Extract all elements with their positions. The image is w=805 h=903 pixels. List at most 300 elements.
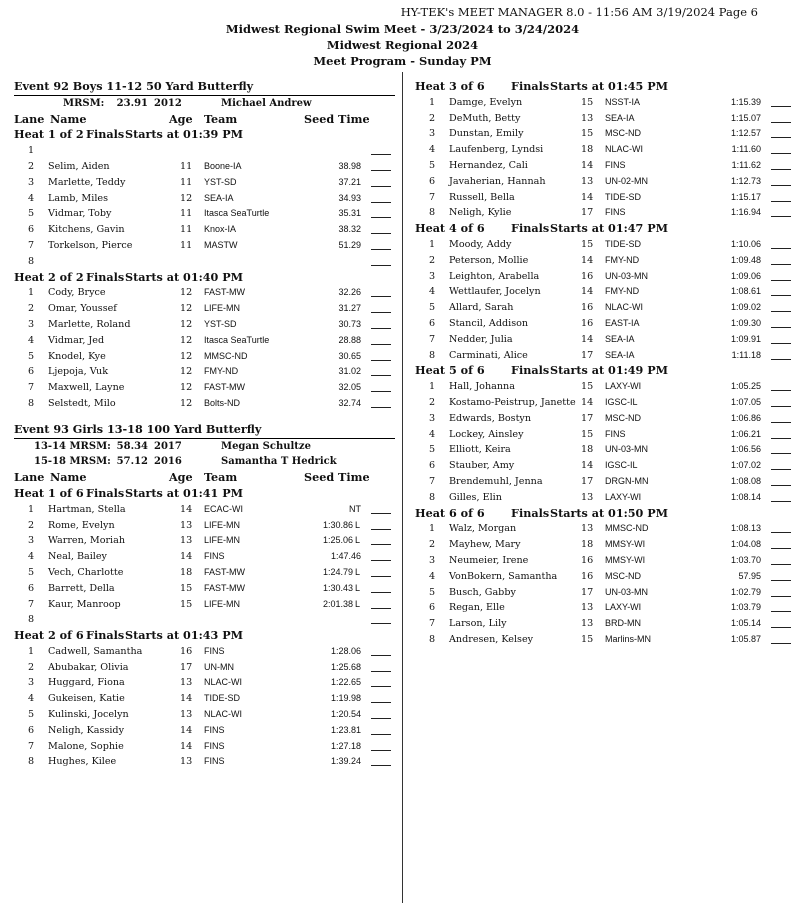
seed-time: 1:07.02 bbox=[730, 460, 761, 471]
lane-number: 5 bbox=[27, 208, 35, 220]
swimmer-age: 16 bbox=[581, 554, 594, 566]
col-lane: Lane bbox=[14, 111, 45, 126]
col-age: Age bbox=[169, 111, 193, 126]
heat-label: Heat 6 of 6 bbox=[415, 505, 485, 520]
swimmer-name: Peterson, Mollie bbox=[449, 254, 529, 266]
swimmer-team: LIFE-MN bbox=[204, 303, 240, 314]
swimmer-name: Busch, Gabby bbox=[449, 586, 516, 598]
entry-blank bbox=[371, 344, 391, 345]
seed-time: 35.31 bbox=[338, 208, 361, 219]
right-column bbox=[415, 79, 791, 648]
record-time: 57.12 bbox=[116, 456, 148, 468]
swimmer-row bbox=[415, 379, 791, 395]
swimmer-age: 15 bbox=[581, 238, 594, 250]
swimmer-age: 15 bbox=[581, 128, 594, 140]
swimmer-age: 17 bbox=[581, 349, 594, 361]
entry-blank bbox=[371, 186, 391, 187]
lane-number: 6 bbox=[428, 175, 436, 187]
lane-number: 4 bbox=[428, 286, 436, 298]
swimmer-team: FAST-MW bbox=[204, 287, 245, 298]
lane-number: 8 bbox=[27, 397, 35, 409]
seed-time: 1:28.06 bbox=[330, 645, 361, 656]
swimmer-team: LIFE-MN bbox=[204, 519, 240, 530]
entry-blank bbox=[371, 265, 391, 266]
entry-blank bbox=[771, 501, 791, 502]
swimmer-age: 14 bbox=[581, 460, 594, 472]
heat-starts: Starts at 01:47 PM bbox=[550, 221, 669, 236]
swimmer-age: 12 bbox=[180, 366, 193, 378]
swimmer-row bbox=[415, 600, 791, 616]
swimmer-name: Hernandez, Cali bbox=[449, 159, 528, 171]
swimmer-row bbox=[14, 238, 395, 254]
entry-blank bbox=[771, 106, 791, 107]
swimmer-age: 13 bbox=[180, 535, 193, 547]
event-title: Event 93 Girls 13-18 100 Yard Butterfly bbox=[14, 422, 395, 439]
swimmer-name: Omar, Youssef bbox=[48, 303, 117, 315]
record-year: 2017 bbox=[154, 440, 182, 452]
entry-blank bbox=[771, 532, 791, 533]
swimmer-team: FAST-MW bbox=[204, 382, 245, 393]
seed-time: 1:15.07 bbox=[730, 112, 761, 123]
entry-blank bbox=[771, 422, 791, 423]
swimmer-team: FMY-ND bbox=[605, 254, 640, 265]
swimmer-row bbox=[415, 521, 791, 537]
lane-number: 8 bbox=[27, 614, 35, 626]
heat-header bbox=[14, 127, 395, 143]
course-flag: L bbox=[354, 535, 360, 546]
swimmer-name: Ljepoja, Vuk bbox=[48, 366, 109, 378]
record-label: MRSM: bbox=[63, 97, 105, 109]
heat-label: Heat 1 of 6 bbox=[14, 485, 84, 500]
lane-number: 6 bbox=[428, 460, 436, 472]
entry-blank bbox=[771, 264, 791, 265]
swimmer-team: MMSC-ND bbox=[605, 523, 649, 534]
swimmer-age: 17 bbox=[581, 586, 594, 598]
swimmer-team: UN-MN bbox=[204, 661, 234, 672]
lane-number: 2 bbox=[428, 254, 436, 266]
heat-finals: Finals bbox=[86, 269, 125, 284]
entry-blank bbox=[771, 295, 791, 296]
seed-time: 1:07.05 bbox=[730, 396, 761, 407]
heat-header bbox=[415, 506, 791, 522]
software-stamp: HY-TEK's MEET MANAGER 8.0 - 11:56 AM 3/19/2024 Page 6 bbox=[400, 5, 758, 19]
swimmer-name: Larson, Lily bbox=[449, 618, 507, 630]
swimmer-row bbox=[415, 269, 791, 285]
seed-time: 1:22.65 bbox=[330, 677, 361, 688]
swimmer-name: Lamb, Miles bbox=[48, 192, 108, 204]
swimmer-row bbox=[14, 143, 395, 159]
swimmer-name: Abubakar, Olivia bbox=[48, 661, 129, 673]
swimmer-team: YST-SD bbox=[204, 318, 237, 329]
entry-blank bbox=[371, 529, 391, 530]
swimmer-age: 14 bbox=[180, 693, 193, 705]
col-team: Team bbox=[204, 470, 238, 485]
seed-time: 57.95 bbox=[738, 570, 761, 581]
entry-blank bbox=[371, 765, 391, 766]
seed-time: 1:08.08 bbox=[730, 475, 761, 486]
swimmer-team: FINS bbox=[204, 724, 225, 735]
lane-number: 2 bbox=[428, 112, 436, 124]
seed-time: 1:23.81 bbox=[330, 724, 361, 735]
swimmer-name: Selstedt, Milo bbox=[48, 397, 116, 409]
seed-time: 28.88 bbox=[338, 334, 361, 345]
swimmer-row bbox=[14, 612, 395, 628]
swimmer-name: Kostamo-Peistrup, Janette bbox=[449, 396, 576, 408]
swimmer-row bbox=[415, 585, 791, 601]
column-headers bbox=[14, 470, 395, 486]
lane-number: 8 bbox=[428, 349, 436, 361]
swimmer-row bbox=[14, 502, 395, 518]
swimmer-age: 11 bbox=[180, 239, 193, 251]
swimmer-name: Moody, Addy bbox=[449, 238, 512, 250]
swimmer-team: FMY-ND bbox=[605, 286, 640, 297]
meet-record bbox=[14, 439, 395, 455]
col-seed: Seed Time bbox=[304, 111, 370, 126]
entry-blank bbox=[771, 359, 791, 360]
swimmer-team: ECAC-WI bbox=[204, 503, 243, 514]
swimmer-name: Walz, Morgan bbox=[449, 523, 517, 535]
swimmer-name: DeMuth, Betty bbox=[449, 112, 521, 124]
seed-time: 1:30.43 bbox=[322, 582, 353, 593]
lane-number: 4 bbox=[27, 334, 35, 346]
entry-blank bbox=[371, 360, 391, 361]
swimmer-name: Kitchens, Gavin bbox=[48, 224, 125, 236]
swimmer-age: 17 bbox=[180, 661, 193, 673]
swimmer-age: 16 bbox=[581, 317, 594, 329]
entry-blank bbox=[771, 438, 791, 439]
entry-blank bbox=[371, 655, 391, 656]
swimmer-team: LIFE-MN bbox=[204, 535, 240, 546]
heat-starts: Starts at 01:43 PM bbox=[125, 628, 244, 643]
swimmer-name: Huggard, Fiona bbox=[48, 677, 125, 689]
swimmer-age: 13 bbox=[180, 756, 193, 768]
seed-time: 37.21 bbox=[338, 176, 361, 187]
heat-header bbox=[415, 363, 791, 379]
lane-number: 3 bbox=[27, 535, 35, 547]
swimmer-name: Knodel, Kye bbox=[48, 350, 106, 362]
swimmer-team: BRD-MN bbox=[605, 618, 641, 629]
lane-number: 8 bbox=[27, 756, 35, 768]
swimmer-team: Bolts-ND bbox=[204, 397, 241, 408]
swimmer-row bbox=[415, 253, 791, 269]
seed-time: 30.65 bbox=[338, 350, 361, 361]
lane-number: 1 bbox=[428, 523, 436, 535]
swimmer-team: FINS bbox=[605, 159, 626, 170]
swimmer-age: 17 bbox=[581, 475, 594, 487]
swimmer-row bbox=[415, 300, 791, 316]
swimmer-name: Kaur, Manroop bbox=[48, 598, 121, 610]
swimmer-team: IGSC-IL bbox=[605, 396, 638, 407]
entry-blank bbox=[771, 311, 791, 312]
entry-blank bbox=[771, 469, 791, 470]
swimmer-name: Javaherian, Hannah bbox=[449, 175, 546, 187]
swimmer-row bbox=[14, 301, 395, 317]
lane-number: 3 bbox=[428, 270, 436, 282]
swimmer-row bbox=[415, 427, 791, 443]
heat-label: Heat 1 of 2 bbox=[14, 127, 84, 142]
swimmer-age: 15 bbox=[581, 633, 594, 645]
swimmer-row bbox=[14, 533, 395, 549]
swimmer-row bbox=[415, 395, 791, 411]
swimmer-row bbox=[415, 174, 791, 190]
heat-starts: Starts at 01:49 PM bbox=[550, 363, 669, 378]
entry-blank bbox=[771, 627, 791, 628]
lane-number: 3 bbox=[27, 318, 35, 330]
swimmer-name: Leighton, Arabella bbox=[449, 270, 540, 282]
record-time: 58.34 bbox=[116, 440, 148, 452]
entry-blank bbox=[771, 343, 791, 344]
swimmer-row bbox=[14, 254, 395, 270]
seed-time: NT bbox=[349, 503, 361, 514]
swimmer-team: FINS bbox=[204, 756, 225, 767]
swimmer-age: 11 bbox=[180, 208, 193, 220]
swimmer-name: Elliott, Keira bbox=[449, 444, 511, 456]
lane-number: 8 bbox=[27, 255, 35, 267]
seed-time: 1:11.60 bbox=[731, 144, 761, 155]
seed-time: 1:06.56 bbox=[730, 444, 761, 455]
heat-starts: Starts at 01:45 PM bbox=[550, 79, 669, 93]
swimmer-age: 18 bbox=[581, 539, 594, 551]
lane-number: 8 bbox=[428, 207, 436, 219]
swimmer-age: 16 bbox=[581, 270, 594, 282]
entry-blank bbox=[371, 576, 391, 577]
swimmer-row bbox=[14, 380, 395, 396]
entry-blank bbox=[371, 750, 391, 751]
swimmer-name: Maxwell, Layne bbox=[48, 382, 125, 394]
lane-number: 2 bbox=[428, 396, 436, 408]
swimmer-row bbox=[14, 565, 395, 581]
swimmer-name: Russell, Bella bbox=[449, 191, 515, 203]
seed-time: 1:03.79 bbox=[730, 602, 761, 613]
swimmer-age: 13 bbox=[180, 519, 193, 531]
lane-number: 2 bbox=[27, 303, 35, 315]
swimmer-team: IGSC-IL bbox=[605, 460, 638, 471]
entry-blank bbox=[371, 170, 391, 171]
swimmer-row bbox=[14, 644, 395, 660]
swimmer-team: Itasca SeaTurtle bbox=[204, 208, 270, 219]
swimmer-name: Mayhew, Mary bbox=[449, 539, 521, 551]
swimmer-name: Vech, Charlotte bbox=[48, 566, 124, 578]
swimmer-age: 17 bbox=[581, 207, 594, 219]
swimmer-team: Marlins-MN bbox=[605, 633, 651, 644]
swimmer-row bbox=[14, 175, 395, 191]
entry-blank bbox=[771, 643, 791, 644]
swimmer-age: 18 bbox=[180, 566, 193, 578]
record-holder: Michael Andrew bbox=[221, 97, 312, 109]
lane-number: 7 bbox=[27, 740, 35, 752]
seed-time: 31.02 bbox=[338, 366, 361, 377]
seed-time: 2:01.38 bbox=[322, 598, 353, 609]
entry-blank bbox=[771, 485, 791, 486]
heat-label: Heat 5 of 6 bbox=[415, 363, 485, 378]
lane-number: 4 bbox=[428, 428, 436, 440]
swimmer-team: UN-03-MN bbox=[605, 586, 649, 597]
swimmer-row bbox=[14, 723, 395, 739]
lane-number: 2 bbox=[27, 661, 35, 673]
swimmer-team: MSC-ND bbox=[605, 128, 641, 139]
lane-number: 4 bbox=[27, 192, 35, 204]
swimmer-team: SEA-IA bbox=[204, 192, 234, 203]
entry-blank bbox=[771, 611, 791, 612]
entry-blank bbox=[771, 548, 791, 549]
swimmer-row bbox=[14, 317, 395, 333]
swimmer-name: Neligh, Kylie bbox=[449, 207, 512, 219]
swimmer-age: 14 bbox=[581, 159, 594, 171]
seed-time: 1:09.91 bbox=[730, 333, 761, 344]
heat-header bbox=[415, 79, 791, 95]
swimmer-name: Barrett, Della bbox=[48, 582, 115, 594]
swimmer-row bbox=[415, 237, 791, 253]
swimmer-age: 12 bbox=[180, 334, 193, 346]
seed-time: 1:24.79 bbox=[322, 566, 353, 577]
swimmer-row bbox=[415, 442, 791, 458]
lane-number: 3 bbox=[428, 412, 436, 424]
swimmer-name: Warren, Moriah bbox=[48, 535, 126, 547]
lane-number: 6 bbox=[27, 366, 35, 378]
lane-number: 4 bbox=[27, 551, 35, 563]
lane-number: 3 bbox=[27, 677, 35, 689]
entry-blank bbox=[771, 327, 791, 328]
seed-time: 31.27 bbox=[338, 303, 361, 314]
swimmer-age: 15 bbox=[581, 381, 594, 393]
lane-number: 6 bbox=[428, 602, 436, 614]
swimmer-age: 18 bbox=[581, 144, 594, 156]
swimmer-age: 15 bbox=[581, 96, 594, 108]
lane-number: 7 bbox=[27, 239, 35, 251]
swimmer-age: 12 bbox=[180, 350, 193, 362]
entry-blank bbox=[371, 702, 391, 703]
swimmer-row bbox=[14, 349, 395, 365]
swimmer-row bbox=[415, 95, 791, 111]
seed-time: 1:19.98 bbox=[330, 693, 361, 704]
col-team: Team bbox=[204, 111, 238, 126]
lane-number: 1 bbox=[27, 145, 35, 157]
entry-blank bbox=[771, 216, 791, 217]
entry-blank bbox=[771, 406, 791, 407]
swimmer-team: DRGN-MN bbox=[605, 475, 649, 486]
heat-header bbox=[14, 486, 395, 502]
lane-number: 7 bbox=[27, 598, 35, 610]
swimmer-team: NLAC-WI bbox=[204, 677, 242, 688]
swimmer-name: Marlette, Roland bbox=[48, 318, 131, 330]
swimmer-age: 12 bbox=[180, 382, 193, 394]
seed-time: 38.32 bbox=[338, 224, 361, 235]
swimmer-age: 14 bbox=[180, 503, 193, 515]
swimmer-name: Cadwell, Samantha bbox=[48, 645, 143, 657]
entry-blank bbox=[371, 592, 391, 593]
swimmer-row bbox=[415, 158, 791, 174]
seed-time: 32.05 bbox=[338, 382, 361, 393]
seed-time: 30.73 bbox=[338, 318, 361, 329]
swimmer-row bbox=[14, 581, 395, 597]
swimmer-name: Allard, Sarah bbox=[449, 302, 514, 314]
swimmer-age: 11 bbox=[180, 224, 193, 236]
swimmer-name: Neal, Bailey bbox=[48, 551, 107, 563]
heat-finals: Finals bbox=[86, 127, 125, 142]
swimmer-age: 14 bbox=[180, 551, 193, 563]
swimmer-row bbox=[415, 411, 791, 427]
swimmer-name: Gilles, Elin bbox=[449, 491, 502, 503]
lane-number: 5 bbox=[428, 159, 436, 171]
heat-starts: Starts at 01:40 PM bbox=[125, 269, 244, 284]
entry-blank bbox=[371, 513, 391, 514]
lane-number: 7 bbox=[27, 382, 35, 394]
lane-number: 1 bbox=[27, 645, 35, 657]
lane-number: 5 bbox=[428, 302, 436, 314]
lane-number: 1 bbox=[428, 238, 436, 250]
lane-number: 1 bbox=[428, 96, 436, 108]
swimmer-row bbox=[415, 458, 791, 474]
seed-time: 1:39.24 bbox=[330, 756, 361, 767]
col-name: Name bbox=[50, 111, 87, 126]
entry-blank bbox=[371, 623, 391, 624]
swimmer-row bbox=[14, 707, 395, 723]
meet-title: Midwest Regional Swim Meet - 3/23/2024 to 3/24/2024 bbox=[225, 22, 580, 36]
seed-time: 1:09.06 bbox=[730, 270, 761, 281]
meet-record bbox=[14, 454, 395, 470]
swimmer-team: FAST-MW bbox=[204, 582, 245, 593]
swimmer-name: Torkelson, Pierce bbox=[48, 239, 133, 251]
swimmer-team: LAXY-WI bbox=[605, 491, 642, 502]
heat-finals: Finals bbox=[86, 485, 125, 500]
swimmer-row bbox=[415, 205, 791, 221]
lane-number: 8 bbox=[428, 491, 436, 503]
swimmer-team: TIDE-SD bbox=[204, 693, 240, 704]
swimmer-team: LAXY-WI bbox=[605, 602, 642, 613]
swimmer-age: 13 bbox=[581, 523, 594, 535]
swimmer-team: SEA-IA bbox=[605, 349, 635, 360]
entry-blank bbox=[371, 375, 391, 376]
lane-number: 6 bbox=[27, 724, 35, 736]
entry-blank bbox=[371, 718, 391, 719]
swimmer-team: TIDE-SD bbox=[605, 238, 641, 249]
swimmer-team: FINS bbox=[204, 645, 225, 656]
entry-blank bbox=[371, 686, 391, 687]
swimmer-age: 12 bbox=[180, 303, 193, 315]
swimmer-age: 12 bbox=[180, 318, 193, 330]
lane-number: 6 bbox=[27, 582, 35, 594]
swimmer-row bbox=[415, 569, 791, 585]
column-headers bbox=[14, 112, 395, 128]
seed-time: 1:08.61 bbox=[730, 286, 761, 297]
swimmer-age: 13 bbox=[581, 602, 594, 614]
seed-time: 1:11.62 bbox=[731, 159, 761, 170]
swimmer-name: Hughes, Kilee bbox=[48, 756, 117, 768]
swimmer-age: 14 bbox=[581, 191, 594, 203]
swimmer-team: FAST-MW bbox=[204, 566, 245, 577]
seed-time: 1:25.06 bbox=[322, 535, 353, 546]
swimmer-team: EAST-IA bbox=[605, 317, 640, 328]
swimmer-row bbox=[14, 206, 395, 222]
swimmer-age: 16 bbox=[180, 645, 193, 657]
entry-blank bbox=[371, 312, 391, 313]
seed-time: 1:12.73 bbox=[730, 175, 761, 186]
swimmer-row bbox=[415, 632, 791, 648]
swimmer-team: NSST-IA bbox=[605, 96, 641, 107]
lane-number: 1 bbox=[428, 381, 436, 393]
entry-blank bbox=[771, 185, 791, 186]
swimmer-age: 16 bbox=[581, 302, 594, 314]
swimmer-row bbox=[14, 333, 395, 349]
lane-number: 7 bbox=[428, 333, 436, 345]
swimmer-team: NLAC-WI bbox=[605, 302, 643, 313]
lane-number: 5 bbox=[27, 709, 35, 721]
swimmer-team: Itasca SeaTurtle bbox=[204, 334, 270, 345]
swimmer-age: 12 bbox=[180, 287, 193, 299]
swimmer-row bbox=[415, 284, 791, 300]
col-lane: Lane bbox=[14, 470, 45, 485]
swimmer-team: Knox-IA bbox=[204, 224, 237, 235]
